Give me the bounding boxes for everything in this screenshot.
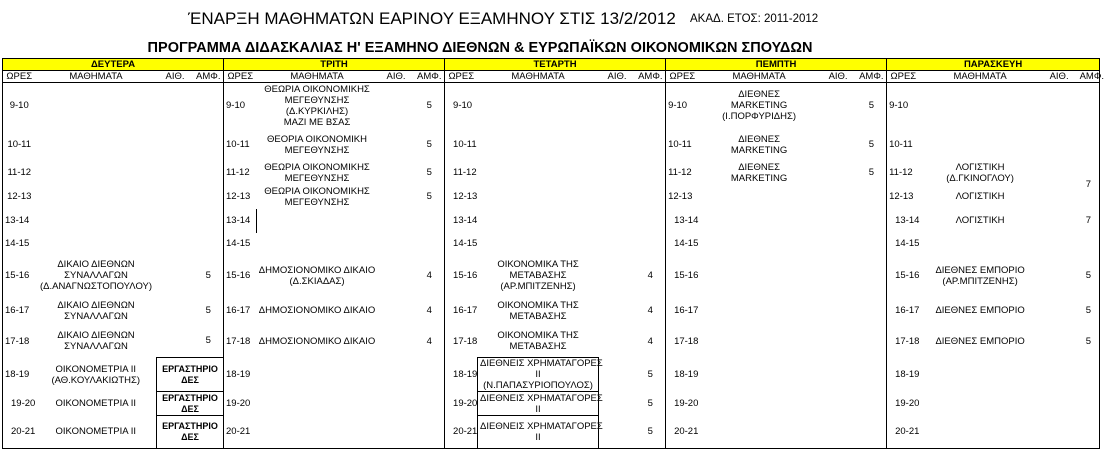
course-cell: ΔΙΕΘΝΕΙΣ ΧΡΗΜΑΤΑΓΟΡΕΣ ΙΙ (Ν.ΠΑΠΑΣΥΡΙΟΠΟΥΛΟΣ) (478, 358, 599, 392)
day-friday: ΠΑΡΑΣΚΕΥΗ (887, 59, 1100, 71)
hour-cell: 19-20 (666, 392, 699, 416)
hour-cell: 20-21 (666, 416, 699, 449)
hour-cell: 17-18 (445, 325, 478, 358)
course-cell: ΘΕΩΡΙΑ ΟΙΚΟΝΟΜΙΚΗΣ ΜΕΓΕΘΥΝΣΗΣ (264, 185, 370, 208)
hour-cell: 19-20 (3, 392, 36, 416)
col-room: ΑΙΘ. (820, 71, 857, 83)
col-room: ΑΙΘ. (157, 71, 194, 83)
hour-cell: 11-12 (224, 161, 257, 185)
hour-cell: 19-20 (887, 392, 920, 416)
amf-cell: 5 (647, 398, 653, 409)
course-cell: ΔΙΕΘΝΕΣ MARKETING (Ι.ΠΟΡΦΥΡΙΔΗΣ) (722, 89, 796, 123)
day-monday: ΔΕΥΤΕΡΑ (3, 59, 224, 71)
course-cell: ΔΗΜΟΣΙΟΝΟΜΙΚΟ ΔΙΚΑΙΟ (258, 335, 376, 347)
course-cell: ΔΙΕΘΝΕΣ ΕΜΠΟΡΙΟ (935, 335, 1025, 347)
schedule-table (2, 58, 1104, 449)
hour-cell: 9-10 (666, 83, 699, 129)
days-row (3, 59, 1100, 71)
hour-cell: 17-18 (224, 325, 257, 358)
hour-cell: 12-13 (224, 185, 257, 209)
col-room: ΑΙΘ. (1041, 71, 1078, 83)
hour-cell: 9-10 (445, 83, 478, 129)
lab-cell: ΕΡΓΑΣΤΗΡΙΟ ΔΕΣ (157, 416, 224, 449)
course-cell: ΛΟΓΙΣΤΙΚΗ (955, 215, 1005, 226)
hour-cell: 13-14 (3, 209, 36, 233)
table-row (3, 325, 1100, 358)
hour-cell: 12-13 (666, 185, 699, 209)
hour-cell: 12-13 (887, 185, 920, 209)
course-cell: ΘΕΩΡΙΑ ΟΙΚΟΝΟΜΙΚΗΣ ΜΕΓΕΘΥΝΣΗΣ (264, 161, 370, 184)
hour-cell: 18-19 (887, 358, 920, 392)
amf-cell: 5 (426, 191, 432, 202)
hour-cell: 17-18 (887, 325, 920, 358)
col-course: ΜΑΘΗΜΑΤΑ (699, 71, 820, 83)
amf-cell: 7 (1078, 161, 1100, 209)
hour-cell: 15-16 (3, 255, 36, 297)
course-cell: ΔΙΕΘΝΕΙΣ ΧΡΗΜΑΤΑΓΟΡΕΣ ΙΙ (478, 392, 599, 416)
column-header-row (3, 71, 1100, 83)
amf-cell: 5 (868, 139, 874, 150)
amf-cell: 5 (868, 167, 874, 178)
col-amf: ΑΜΦ. (857, 71, 887, 83)
hour-cell: 20-21 (3, 416, 36, 449)
hour-cell: 13-14 (445, 209, 478, 233)
amf-cell: 5 (426, 139, 432, 150)
hour-cell: 13-14 (887, 209, 920, 233)
day-tuesday: ΤΡΙΤΗ (224, 59, 445, 71)
course-cell: ΔΙΕΘΝΕΣ MARKETING (730, 161, 788, 184)
amf-cell: 4 (647, 270, 653, 281)
table-row (3, 185, 1100, 209)
hour-cell: 16-17 (666, 297, 699, 325)
col-hours: ΩΡΕΣ (445, 71, 478, 83)
program-title: ΠΡΟΓΡΑΜΜΑ ΔΙΔΑΣΚΑΛΙΑΣ Η' ΕΞΑΜΗΝΟ ΔΙΕΘΝΩΝ & ΕΥΡΩΠΑΪΚΩΝ ΟΙΚΟΝΟΜΙΚΩΝ ΣΠΟΥΔΩΝ (147, 40, 813, 56)
table-row (3, 129, 1100, 161)
hour-cell: 9-10 (887, 83, 920, 129)
course-cell: ΔΙΕΘΝΕΣ MARKETING (730, 133, 788, 156)
day-wednesday: ΤΕΤΑΡΤΗ (445, 59, 666, 71)
hour-cell: 15-16 (224, 255, 257, 297)
col-room: ΑΙΘ. (599, 71, 636, 83)
hour-cell: 20-21 (224, 416, 257, 449)
amf-cell: 4 (647, 335, 653, 347)
course-cell: ΔΙΚΑΙΟ ΔΙΕΘΝΩΝ ΣΥΝΑΛΛΑΓΩΝ (57, 330, 135, 352)
hour-cell: 15-16 (666, 255, 699, 297)
hour-cell: 10-11 (445, 129, 478, 161)
hour-cell: 18-19 (666, 358, 699, 392)
header-line (0, 9, 960, 29)
hour-cell: 12-13 (445, 185, 478, 209)
hour-cell: 16-17 (887, 297, 920, 325)
course-cell: ΔΙΕΘΝΕΙΣ ΧΡΗΜΑΤΑΓΟΡΕΣ ΙΙ (478, 416, 599, 449)
hour-cell: 19-20 (226, 398, 251, 409)
col-hours: ΩΡΕΣ (224, 71, 257, 83)
hour-cell: 10-11 (666, 129, 699, 161)
hour-cell: 18-19 (226, 369, 251, 380)
hour-cell: 17-18 (3, 325, 36, 358)
course-cell: ΘΕΟΡΙΑ ΟΙΚΟΝΟΜΙΚΗ ΜΕΓΕΘΥΝΣΗΣ (267, 133, 368, 156)
course-cell: ΟΙΚΟΝΟΜΕΤΡΙΑ ΙΙ (36, 416, 157, 449)
amf-cell: 4 (647, 305, 653, 316)
amf-cell: 4 (426, 270, 432, 281)
amf-cell: 5 (426, 100, 432, 112)
hour-cell: 14-15 (3, 233, 36, 255)
main-title: ΈΝΑΡΞΗ ΜΑΘΗΜΑΤΩΝ ΕΑΡΙΝΟΥ ΕΞΑΜΗΝΟΥ ΣΤΙΣ 13/2/2012 (188, 9, 676, 28)
col-course: ΜΑΘΗΜΑΤΑ (257, 71, 378, 83)
col-hours: ΩΡΕΣ (666, 71, 699, 83)
amf-cell: 5 (1078, 255, 1100, 297)
course-cell: ΟΙΚΟΝΟΜΙΚΑ ΤΗΣ ΜΕΤΑΒΑΣΗΣ (497, 329, 579, 352)
hour-cell: 20-21 (445, 416, 478, 449)
lab-cell: ΕΡΓΑΣΤΗΡΙΟ ΔΕΣ (157, 392, 224, 416)
course-cell: ΔΙΕΘΝΕΣ ΕΜΠΟΡΙΟ (ΑΡ.ΜΠΙΤΖΕΝΗΣ) (935, 264, 1025, 287)
hour-cell: 18-19 (3, 358, 36, 392)
amf-cell: 5 (868, 100, 874, 112)
hour-cell: 12-13 (3, 185, 36, 209)
hour-cell: 19-20 (445, 392, 478, 416)
course-cell: ΔΗΜΟΣΙΟΝΟΜΙΚΟ ΔΙΚΑΙΟ (258, 305, 376, 316)
hour-cell: 16-17 (224, 297, 257, 325)
hour-cell: 9-10 (3, 83, 36, 129)
amf-cell: 5 (1078, 297, 1100, 325)
table-row (3, 161, 1100, 185)
course-cell: ΟΙΚΟΝΟΜΕΤΡΙΑ ΙΙ (55, 398, 136, 409)
col-amf: ΑΜΦ. (1079, 71, 1104, 82)
amf-cell: 4 (426, 305, 432, 316)
day-thursday: ΠΕΜΠΤΗ (666, 59, 887, 71)
hour-cell: 11-12 (666, 161, 699, 185)
col-room: ΑΙΘ. (378, 71, 415, 83)
amf-cell: 5 (1078, 325, 1100, 358)
hour-cell: 14-15 (445, 233, 478, 255)
amf-cell: 4 (426, 335, 432, 347)
hour-cell: 14-15 (666, 233, 699, 255)
table-row (3, 392, 1100, 416)
hour-cell: 16-17 (445, 297, 478, 325)
col-hours: ΩΡΕΣ (887, 71, 920, 83)
hour-cell: 10-11 (887, 129, 920, 161)
academic-year: ΑΚΑΔ. ΕΤΟΣ: 2011-2012 (690, 13, 819, 25)
hour-cell: 11-12 (887, 161, 920, 185)
hour-cell: 18-19 (445, 358, 478, 392)
course-cell: ΔΙΕΘΝΕΣ ΕΜΠΟΡΙΟ (935, 305, 1025, 316)
amf-cell: 5 (636, 416, 666, 449)
col-course: ΜΑΘΗΜΑΤΑ (920, 71, 1041, 83)
table-row (3, 416, 1100, 449)
amf-cell: 5 (426, 167, 432, 178)
course-cell: ΘΕΩΡΙΑ ΟΙΚΟΝΟΜΙΚΗΣ ΜΕΓΕΘΥΝΣΗΣ (Δ.ΚΥΡΚΙΛΗΣ) ΜΑΖΙ ΜΕ ΒΣΑΣ (264, 83, 370, 128)
course-cell: ΔΙΚΑΙΟ ΔΙΕΘΝΩΝ ΣΥΝΑΛΛΑΓΩΝ (57, 299, 135, 322)
course-cell: ΔΙΚΑΙΟ ΔΙΕΘΝΩΝ ΣΥΝΑΛΛΑΓΩΝ (Δ.ΑΝΑΓΝΩΣΤΟΠΟΥΛΟΥ) (39, 259, 153, 292)
hour-cell: 15-16 (887, 255, 920, 297)
hour-cell: 11-12 (3, 161, 36, 185)
hour-cell: 14-15 (224, 233, 257, 255)
amf-cell: 5 (205, 305, 211, 316)
course-cell: ΛΟΓΙΣΤΙΚΗ (955, 191, 1005, 202)
table-row (3, 83, 1100, 129)
hour-cell: 10-11 (224, 129, 257, 161)
hour-cell: 14-15 (887, 233, 920, 255)
col-course: ΜΑΘΗΜΑΤΑ (36, 71, 157, 83)
table-row (3, 233, 1100, 255)
hour-cell: 9-10 (224, 83, 257, 129)
amf-cell: 5 (647, 369, 653, 380)
course-cell: ΛΟΓΙΣΤΙΚΗ (Δ.ΓΚΙΝΟΓΛΟΥ) (946, 161, 1014, 184)
course-cell: ΔΗΜΟΣΙΟΝΟΜΙΚΟ ΔΙΚΑΙΟ (Δ.ΣΚΙΑΔΑΣ) (258, 264, 376, 287)
table-row (3, 209, 1100, 233)
table-row (3, 358, 1100, 392)
hour-cell: 20-21 (887, 416, 920, 449)
col-amf: ΑΜΦ. (415, 71, 445, 83)
hour-cell: 13-14 (666, 209, 699, 233)
col-amf: ΑΜΦ. (194, 71, 224, 83)
col-course: ΜΑΘΗΜΑΤΑ (478, 71, 599, 83)
hour-cell: 10-11 (3, 129, 36, 161)
hour-cell: 13-14 (224, 209, 257, 233)
amf-cell: 5 (205, 335, 211, 347)
course-cell: ΟΙΚΟΝΟΜΙΚΑ ΤΗΣ ΜΕΤΑΒΑΣΗΣ (497, 299, 579, 322)
col-amf: ΑΜΦ. (636, 71, 666, 83)
course-cell: ΟΙΚΟΝΟΜΙΚΑ ΤΗΣ ΜΕΤΑΒΑΣΗΣ (ΑΡ.ΜΠΙΤΖΕΝΗΣ) (497, 259, 579, 292)
amf-cell: 5 (205, 270, 211, 281)
hour-cell: 11-12 (445, 161, 478, 185)
amf-cell: 7 (1078, 209, 1100, 233)
table-row (3, 255, 1100, 297)
hour-cell: 15-16 (445, 255, 478, 297)
table-row (3, 297, 1100, 325)
hour-cell: 16-17 (3, 297, 36, 325)
col-hours: ΩΡΕΣ (3, 71, 36, 83)
hour-cell: 17-18 (666, 325, 699, 358)
course-cell: ΟΙΚΟΝΟΜΕΤΡΙΑ ΙΙ (ΑΘ.ΚΟΥΛΑΚΙΩΤΗΣ) (51, 363, 141, 386)
lab-cell: ΕΡΓΑΣΤΗΡΙΟ ΔΕΣ (157, 358, 224, 392)
